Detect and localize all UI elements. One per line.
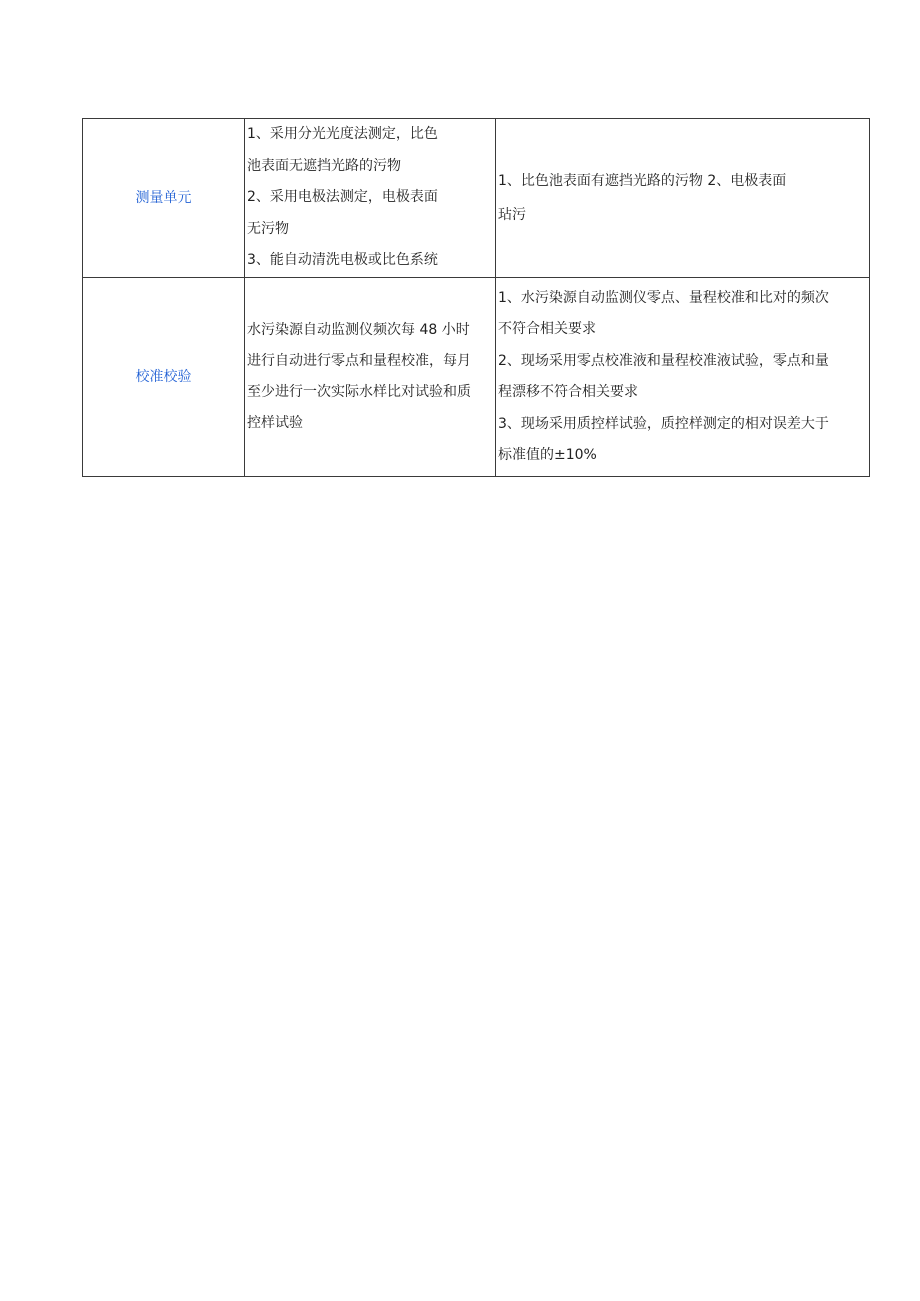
requirement-line: 至少进行一次实际水样比对试验和质 <box>247 384 471 400</box>
category-label: 校准校验 <box>135 368 192 385</box>
requirement-cell <box>245 119 496 278</box>
category-cell <box>83 119 245 278</box>
requirement-line: 进行自动进行零点和量程校准，每月 <box>247 353 471 369</box>
issue-line: 1、比色池表面有遮挡光路的污物 2、电极表面 <box>498 173 787 189</box>
category-cell <box>83 278 245 477</box>
requirement-line: 2、采用电极法测定，电极表面 <box>247 189 438 206</box>
issue-line: 程漂移不符合相关要求 <box>498 384 638 400</box>
requirement-line: 3、能自动清洗电极或比色系统 <box>247 252 438 269</box>
issue-line: 不符合相关要求 <box>498 321 596 337</box>
requirement-line: 控样试验 <box>247 415 303 431</box>
category-label: 测量单元 <box>135 189 192 206</box>
table-row <box>83 278 870 477</box>
table-row <box>83 119 870 278</box>
issue-line: 1、水污染源自动监测仪零点、量程校准和比对的频次 <box>498 289 829 306</box>
issues-cell <box>496 119 870 278</box>
issue-line: 标准值的±10% <box>498 447 597 463</box>
issue-line: 玷污 <box>498 207 526 223</box>
issue-line: 2、现场采用零点校准液和量程校准液试验，零点和量 <box>498 352 829 369</box>
requirement-line: 水污染源自动监测仪频次每 48 小时 <box>247 322 470 338</box>
inspection-table <box>82 118 870 477</box>
requirement-line: 1、采用分光光度法测定，比色 <box>247 126 438 143</box>
requirement-cell <box>245 278 496 477</box>
issues-cell <box>496 278 870 477</box>
requirement-line: 无污物 <box>247 220 289 237</box>
requirement-line: 池表面无遮挡光路的污物 <box>247 157 401 174</box>
issue-line: 3、现场采用质控样试验，质控样测定的相对误差大于 <box>498 415 829 432</box>
